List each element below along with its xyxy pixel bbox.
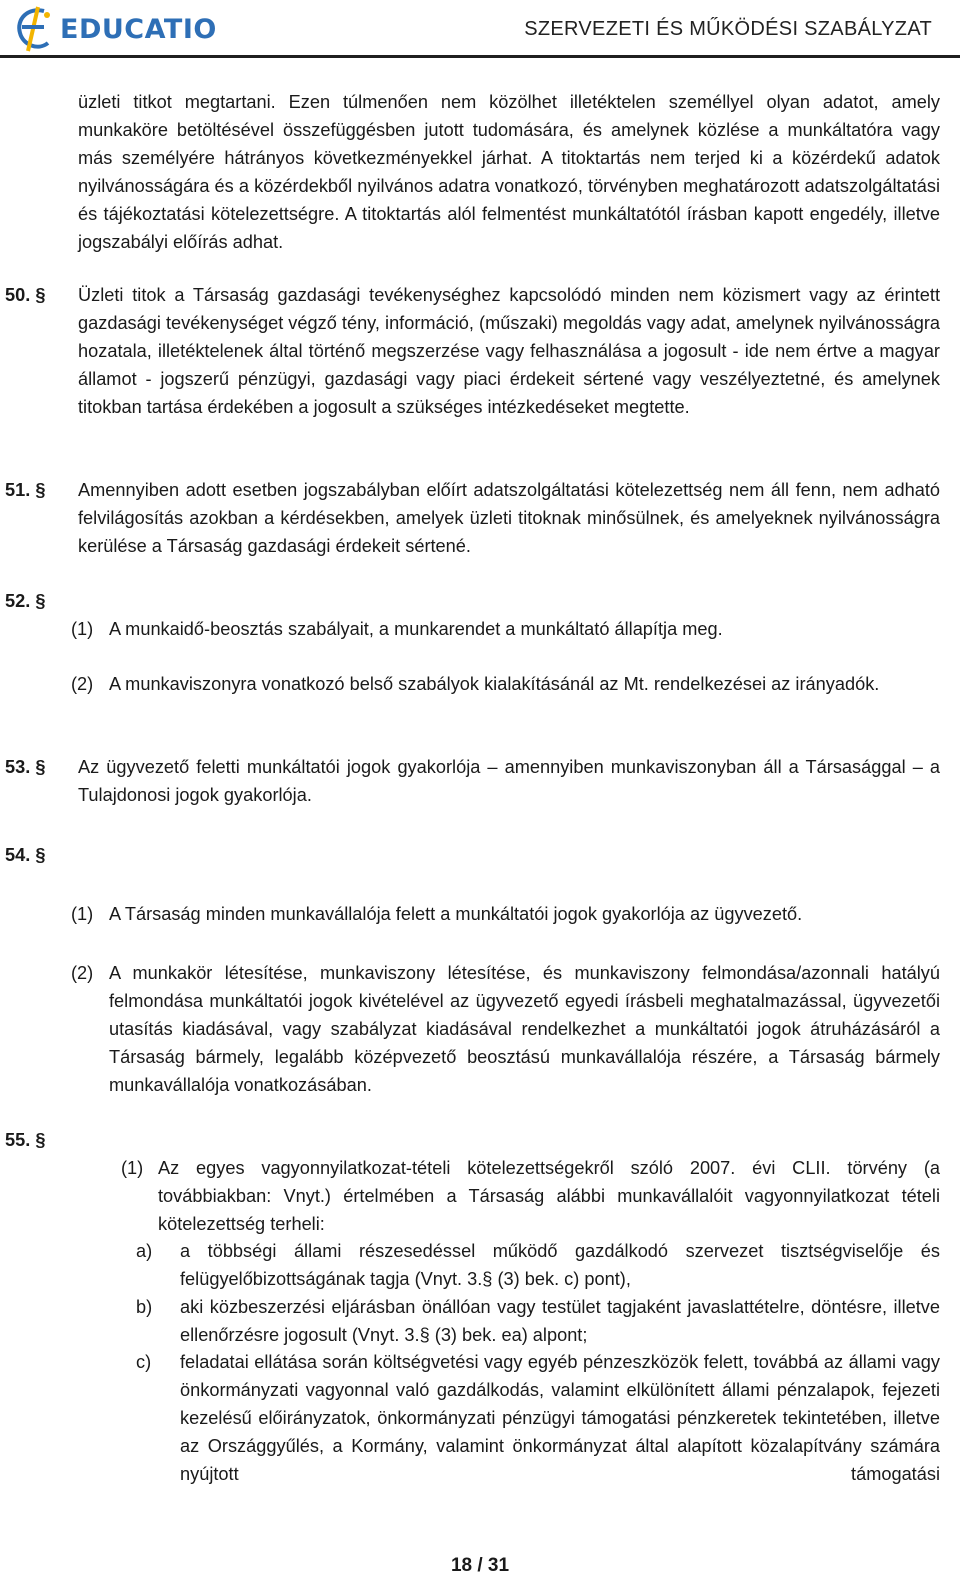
section-number-50: 50. § xyxy=(5,285,46,305)
section-54-paragraph-2: A munkakör létesítése, munkaviszony létesítése, és munkaviszony felmondása/azonnali hatályú felmondása munkáltatói jogok kivételével az ügyvezető egyedi írásbeli meghatalmazással, ügyvezetői utasítás kiadásával, vagy szabályzat kiadásával rendelkezhet a munkáltatói jogok átruházásáról a Társaság bármely, legalább középvezető beosztású munkavállalója részére, a Társaság bármely munkavállalója vonatkozásában. xyxy=(109,963,940,1095)
section-55-label-b: b) xyxy=(136,1297,153,1317)
section-52-label-2: (2) xyxy=(71,674,94,694)
section-number-52: 52. § xyxy=(5,591,46,611)
section-55-item-a: a többségi állami részesedéssel működő gazdálkodó szervezet tisztségviselője és felügyelőbizottságának tagja (Vnyt. 3.§ (3) bek. c) pont), xyxy=(180,1241,940,1289)
section-55-label-c: c) xyxy=(136,1352,152,1372)
section-number-54: 54. § xyxy=(5,845,46,865)
section-number-51: 51. § xyxy=(5,480,46,500)
section-55-paragraph-1: Az egyes vagyonnyilatkozat-tételi kötelezettségekről szóló 2007. évi CLII. törvény (a továbbiakban: Vnyt.) értelmében a Társaság alábbi munkavállalóit vagyonnyilatkozat tételi kötelezettség terheli: xyxy=(158,1158,940,1234)
section-55-label-a: a) xyxy=(136,1241,153,1261)
page-header xyxy=(0,0,960,58)
header-divider xyxy=(0,55,960,58)
logo-mark-icon xyxy=(14,5,56,53)
intro-paragraph: üzleti titkot megtartani. Ezen túlmenően nem közölhet illetéktelen személlyel olyan adatot, amely munkaköre betöltésével összefüggésben jutott tudomására, és amelynek közlése a munkáltatóra vagy más személyére hátrányos következményekkel járhat. A titoktartás nem terjed ki a közérdekű adatok nyilvánosságára és a közérdekből nyilvános adatra vonatkozó, törvényben meghatározott adatszolgáltatási és tájékoztatási kötelezettségre. A titoktartás alól felmentést munkáltatótól írásban kapott engedély, illetve jogszabályi előírás adhat. xyxy=(78,92,940,252)
section-number-53: 53. § xyxy=(5,757,46,777)
logo-text: EDUCATIO xyxy=(60,13,217,45)
section-50-text: Üzleti titok a Társaság gazdasági tevékenységhez kapcsolódó minden nem közismert vagy az érintett gazdasági tevékenységet végző tény, információ, (műszaki) megoldás vagy adat, amelynek nyilvánosságra hozatala, illetéktelenek által történő megszerzése vagy felhasználása a jogosult - ide nem értve a magyar államot - jogszerű pénzügyi, gazdasági vagy piaci érdekeit sértené vagy veszélyeztetné, és amelynek titokban tartása érdekében a jogosult a szükséges intézkedéseket megtette. xyxy=(78,285,940,417)
section-55-label-1: (1) xyxy=(121,1158,144,1178)
educatio-logo xyxy=(14,4,217,54)
section-55-item-b: aki közbeszerzési eljárásban önállóan vagy testület tagjaként javaslattételre, döntésre, illetve ellenőrzésre jogosult (Vnyt. 3.§ (3) bek. ea) alpont; xyxy=(180,1297,940,1345)
section-number-55: 55. § xyxy=(5,1130,46,1150)
section-55-item-c: feladatai ellátása során költségvetési vagy egyéb pénzeszközök felett, továbbá az állami vagy önkormányzati vagyonnal való gazdálkodás, valamint elkülönített állami pénzalapok, fejezeti kezelésű előirányzatok, önkormányzati pénzügyi támogatási pénzkeretek tekintetében, illetve az Országgyűlés, a Kormány, valamint önkormányzat által alapított közalapítvány számára nyújtott támogatási xyxy=(180,1352,940,1484)
page-number: 18 / 31 xyxy=(450,1555,510,1576)
section-54-label-1: (1) xyxy=(71,904,94,924)
section-52-paragraph-2: A munkaviszonyra vonatkozó belső szabályok kialakításánál az Mt. rendelkezései az irányadók. xyxy=(109,674,880,694)
section-52-label-1: (1) xyxy=(71,619,94,639)
section-53-text: Az ügyvezető feletti munkáltatói jogok gyakorlója – amennyiben munkaviszonyban áll a Társasággal – a Tulajdonosi jogok gyakorlója. xyxy=(78,757,940,805)
section-51-text: Amennyiben adott esetben jogszabályban előírt adatszolgáltatási kötelezettség nem áll fenn, nem adható felvilágosítás azokban a kérdésekben, amelyek üzleti titoknak minősülnek, és amelyeknek nyilvánosságra kerülése a Társaság gazdasági érdekeit sértené. xyxy=(78,480,940,556)
document-title: SZERVEZETI ÉS MŰKÖDÉSI SZABÁLYZAT xyxy=(524,18,932,40)
section-54-paragraph-1: A Társaság minden munkavállalója felett a munkáltatói jogok gyakorlója az ügyvezető. xyxy=(109,904,803,924)
section-54-label-2: (2) xyxy=(71,963,94,983)
section-52-paragraph-1: A munkaidő-beosztás szabályait, a munkarendet a munkáltató állapítja meg. xyxy=(109,619,723,639)
